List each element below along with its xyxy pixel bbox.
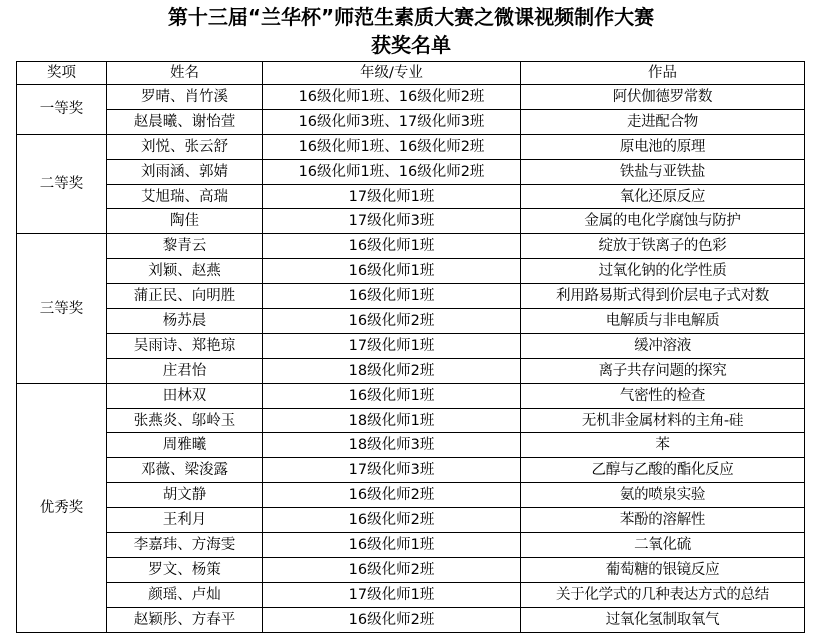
header-class: 年级/专业 [263,62,521,85]
table-row [17,508,805,533]
header-work: 作品 [521,62,805,85]
table-row [17,433,805,458]
winner-name-cell: 艾旭瑞、高瑞 [107,184,263,209]
table-row [17,383,805,408]
table-row [17,109,805,134]
work-title-cell: 苯酚的溶解性 [521,508,805,533]
winner-name-cell: 周雅曦 [107,433,263,458]
table-row [17,259,805,284]
winner-name-cell: 赵颖彤、方春平 [107,607,263,632]
class-major-cell: 16级化师2班 [263,483,521,508]
class-major-cell: 16级化师1班、16级化师2班 [263,85,521,110]
work-title-cell: 乙醇与乙酸的酯化反应 [521,458,805,483]
table-row [17,209,805,234]
winner-name-cell: 吴雨诗、郑艳琼 [107,333,263,358]
table-row [17,408,805,433]
work-title-cell: 绽放于铁离子的色彩 [521,234,805,259]
table-row [17,458,805,483]
winner-name-cell: 黎青云 [107,234,263,259]
class-major-cell: 16级化师2班 [263,557,521,582]
award-level-cell: 优秀奖 [17,383,107,632]
table-row [17,85,805,110]
class-major-cell: 17级化师1班 [263,184,521,209]
award-level-cell: 二等奖 [17,134,107,234]
winner-name-cell: 蒲正民、向明胜 [107,284,263,309]
class-major-cell: 18级化师2班 [263,358,521,383]
winner-name-cell: 刘悦、张云舒 [107,134,263,159]
winner-name-cell: 陶佳 [107,209,263,234]
header-award: 奖项 [17,62,107,85]
work-title-cell: 原电池的原理 [521,134,805,159]
class-major-cell: 17级化师3班 [263,458,521,483]
class-major-cell: 16级化师1班 [263,234,521,259]
work-title-cell: 缓冲溶液 [521,333,805,358]
work-title-cell: 氨的喷泉实验 [521,483,805,508]
winner-name-cell: 罗晴、肖竹溪 [107,85,263,110]
class-major-cell: 18级化师1班 [263,408,521,433]
winner-name-cell: 罗文、杨策 [107,557,263,582]
winner-name-cell: 李嘉玮、方海雯 [107,533,263,558]
table-row [17,333,805,358]
class-major-cell: 16级化师1班、16级化师2班 [263,159,521,184]
class-major-cell: 18级化师3班 [263,433,521,458]
class-major-cell: 17级化师1班 [263,333,521,358]
work-title-cell: 利用路易斯式得到价层电子式对数 [521,284,805,309]
work-title-cell: 无机非金属材料的主角-硅 [521,408,805,433]
table-row [17,159,805,184]
class-major-cell: 16级化师2班 [263,309,521,334]
winner-name-cell: 刘颖、赵燕 [107,259,263,284]
class-major-cell: 17级化师3班 [263,209,521,234]
class-major-cell: 16级化师3班、17级化师3班 [263,109,521,134]
work-title-cell: 关于化学式的几种表达方式的总结 [521,582,805,607]
table-row [17,284,805,309]
class-major-cell: 16级化师2班 [263,508,521,533]
table-row [17,557,805,582]
winner-name-cell: 刘雨涵、郭婧 [107,159,263,184]
awards-table [16,61,805,633]
class-major-cell: 17级化师1班 [263,582,521,607]
work-title-cell: 二氧化硫 [521,533,805,558]
table-row [17,309,805,334]
document-subtitle: 获奖名单 [371,33,451,57]
winner-name-cell: 赵晨曦、谢怡萱 [107,109,263,134]
work-title-cell: 葡萄糖的银镜反应 [521,557,805,582]
work-title-cell: 离子共存问题的探究 [521,358,805,383]
document-title: 第十三届“兰华杯”师范生素质大赛之微课视频制作大赛 [167,5,655,29]
award-level-cell: 一等奖 [17,85,107,135]
work-title-cell: 金属的电化学腐蚀与防护 [521,209,805,234]
table-row [17,533,805,558]
header-name: 姓名 [107,62,263,85]
table-row [17,607,805,632]
work-title-cell: 过氧化钠的化学性质 [521,259,805,284]
winner-name-cell: 胡文静 [107,483,263,508]
winner-name-cell: 庄君怡 [107,358,263,383]
class-major-cell: 16级化师1班 [263,533,521,558]
work-title-cell: 阿伏伽德罗常数 [521,85,805,110]
table-row [17,134,805,159]
table-row [17,184,805,209]
work-title-cell: 铁盐与亚铁盐 [521,159,805,184]
class-major-cell: 16级化师2班 [263,607,521,632]
table-row [17,234,805,259]
winner-name-cell: 颜瑶、卢灿 [107,582,263,607]
work-title-cell: 氧化还原反应 [521,184,805,209]
class-major-cell: 16级化师1班 [263,284,521,309]
work-title-cell: 过氧化氢制取氧气 [521,607,805,632]
table-row [17,582,805,607]
work-title-cell: 气密性的检查 [521,383,805,408]
table-header-row [17,62,805,85]
work-title-cell: 电解质与非电解质 [521,309,805,334]
winner-name-cell: 杨苏晨 [107,309,263,334]
awards-table-body [17,85,805,633]
award-level-cell: 三等奖 [17,234,107,383]
class-major-cell: 16级化师1班 [263,383,521,408]
winner-name-cell: 田林双 [107,383,263,408]
work-title-cell: 苯 [521,433,805,458]
table-row [17,358,805,383]
winner-name-cell: 王利月 [107,508,263,533]
class-major-cell: 16级化师1班 [263,259,521,284]
winner-name-cell: 邓薇、梁浚露 [107,458,263,483]
work-title-cell: 走进配合物 [521,109,805,134]
winner-name-cell: 张燕炎、邬岭玉 [107,408,263,433]
class-major-cell: 16级化师1班、16级化师2班 [263,134,521,159]
table-row [17,483,805,508]
